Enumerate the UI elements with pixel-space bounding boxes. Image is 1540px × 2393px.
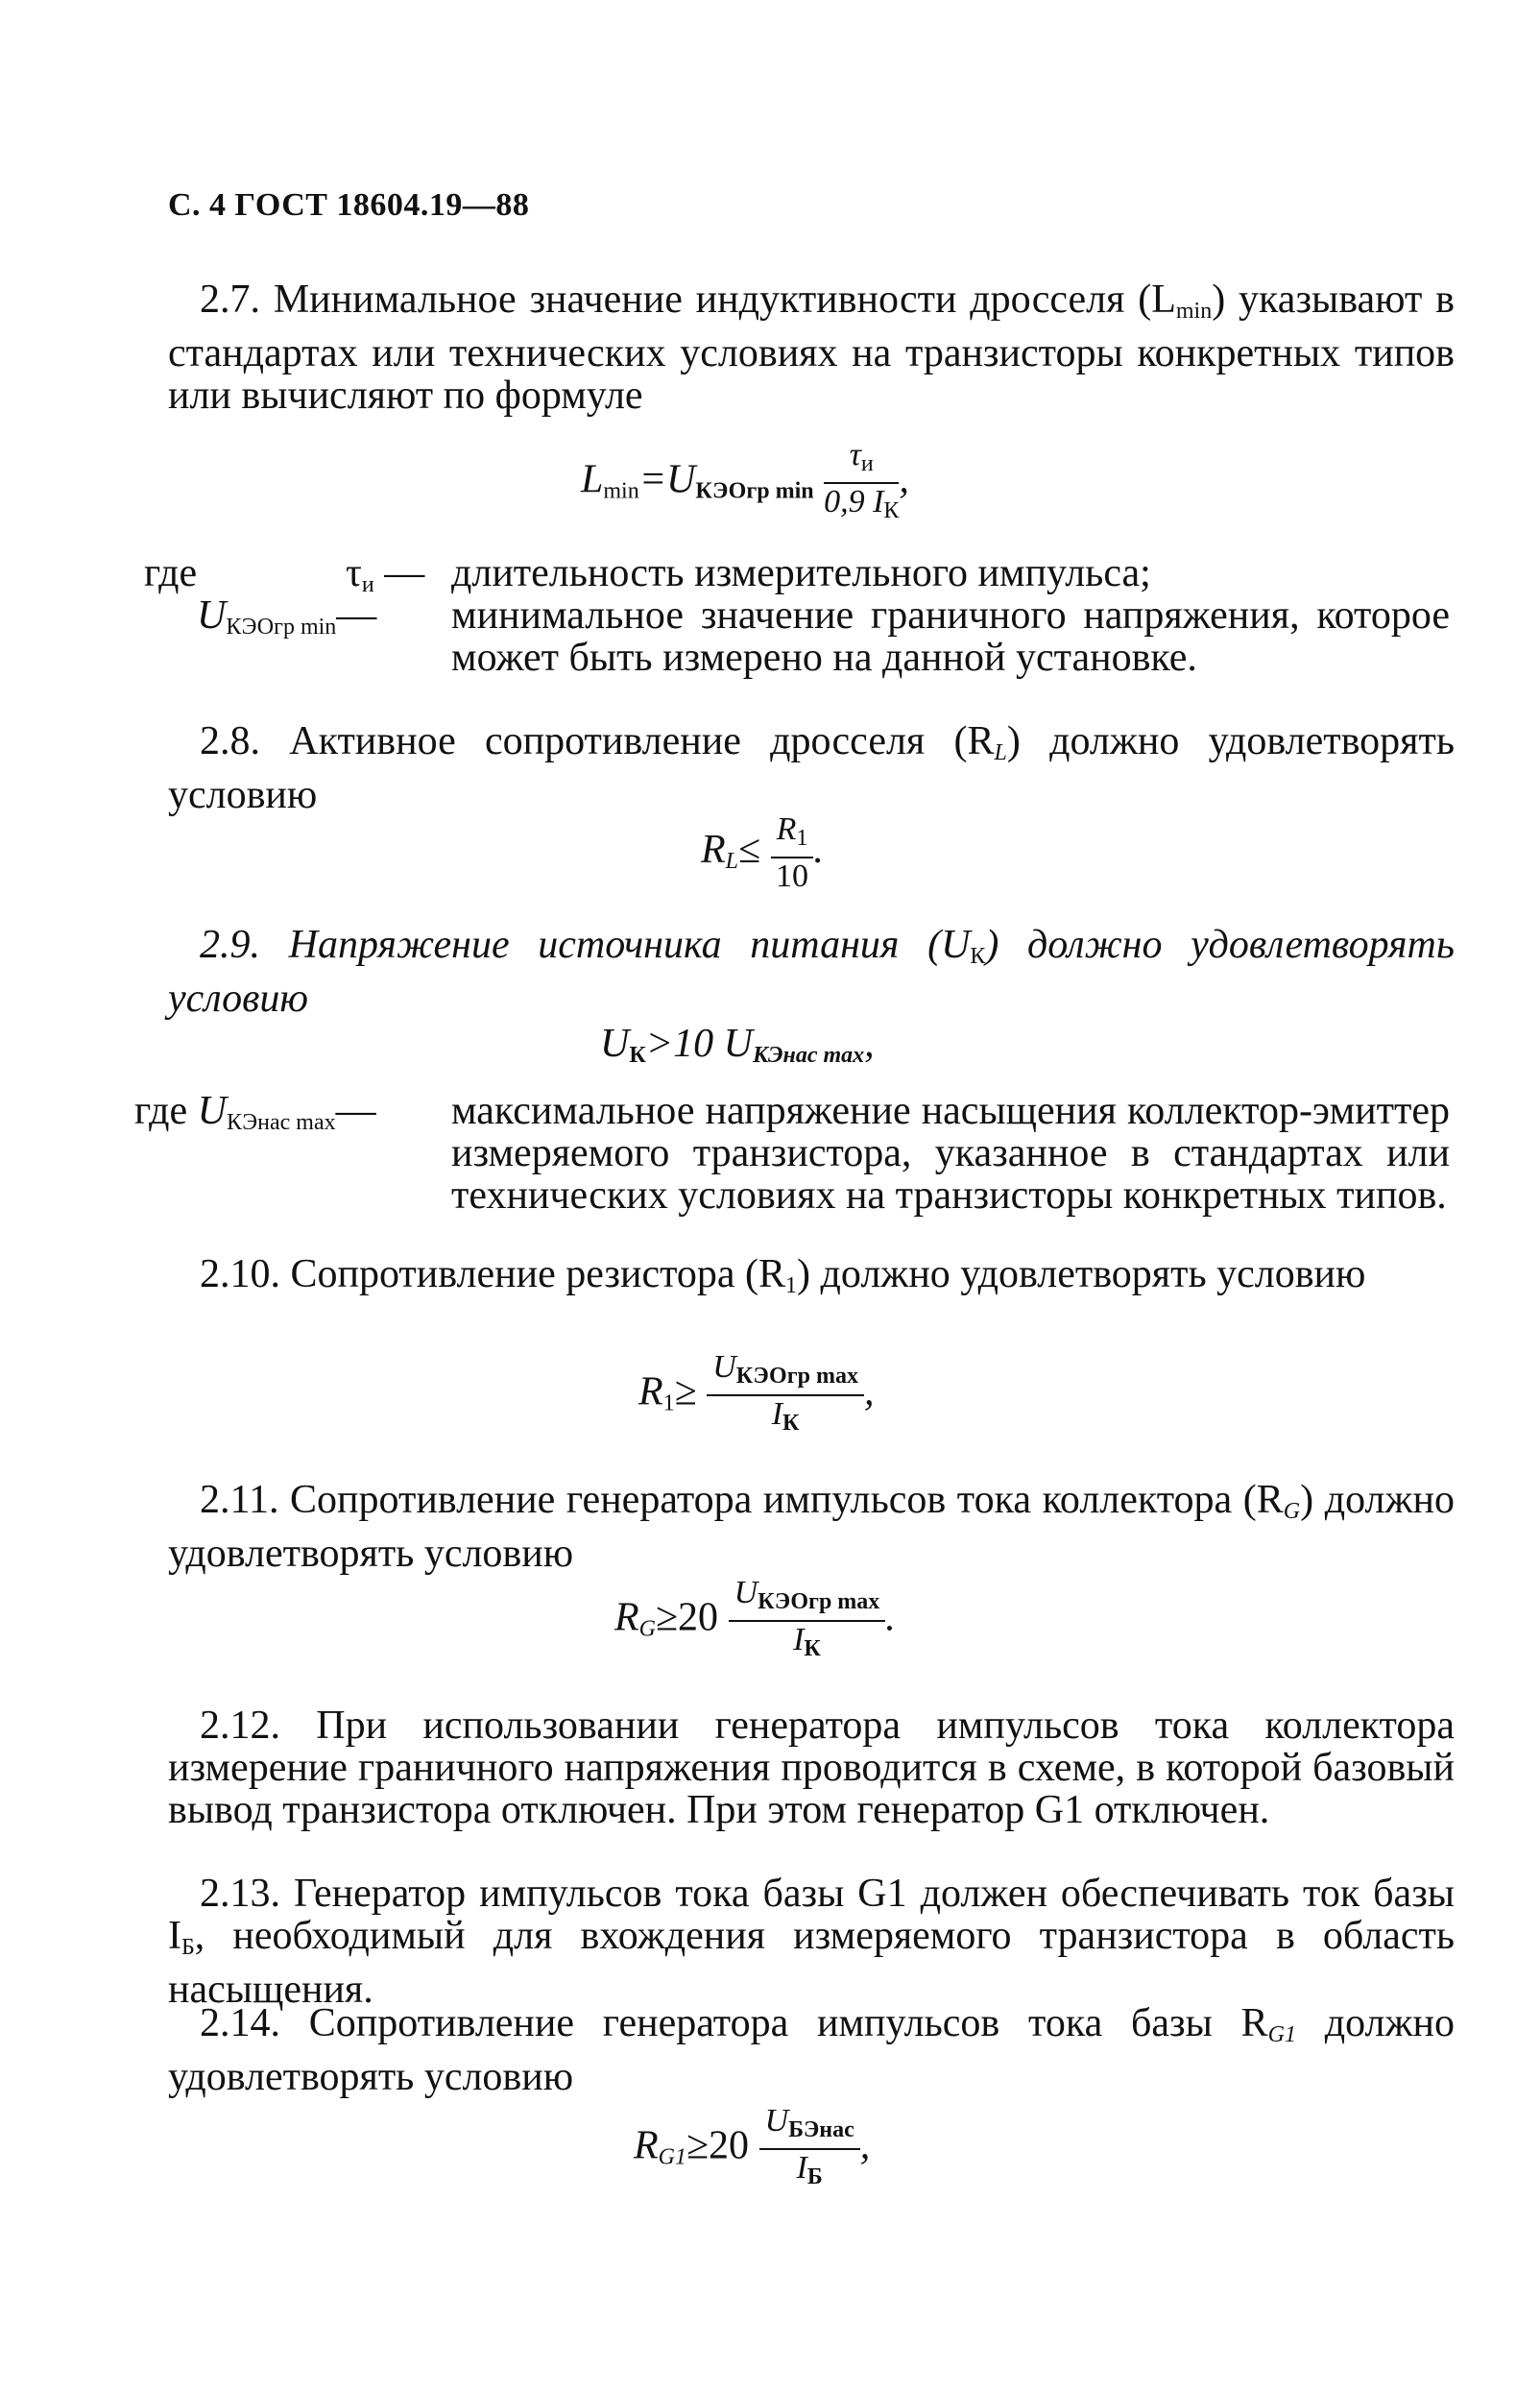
- where-label-2: где: [134, 1089, 188, 1133]
- r1-den-sub: К: [782, 1411, 800, 1436]
- formula-uk: [600, 1023, 875, 1076]
- p27-lead-sub: min: [1175, 299, 1213, 324]
- paragraph-2-8: [168, 720, 1455, 816]
- paragraph-2-13: [168, 1873, 1455, 2011]
- rl-op: ≤: [738, 828, 761, 873]
- ukenas-dash: —: [335, 1089, 376, 1133]
- p27-lead-end: ): [1212, 278, 1226, 322]
- p27-lead: 2.7. Минимальное значение индуктивности дросселя (L: [200, 278, 1176, 322]
- num-symbol: τ: [849, 437, 861, 472]
- tau-sym: τ: [346, 551, 362, 595]
- r1-num-sub: КЭОгр max: [735, 1364, 858, 1389]
- rl-num-sym: R: [776, 811, 797, 847]
- rl-den: 10: [775, 858, 808, 894]
- formula-l-min: [581, 437, 909, 529]
- r1-num-sym: U: [712, 1349, 736, 1385]
- rg-lhs: R: [614, 1595, 639, 1640]
- formula-rl: [701, 811, 824, 895]
- rg-num-sub: КЭОгр max: [758, 1589, 880, 1614]
- rg1-den-sub: Б: [806, 2164, 823, 2189]
- p211-text2: ) должно удовлетворять условию: [168, 1478, 1455, 1576]
- uk-op: >10 U: [645, 1022, 753, 1066]
- p213-text2: , необходимый для вхождения измеряемого транзистора в область насыщения.: [168, 1914, 1455, 2012]
- paragraph-2-12: [168, 1704, 1455, 1831]
- formula-u-sub: КЭОгр min: [695, 478, 814, 504]
- rg-op: ≥20: [656, 1595, 719, 1640]
- rg-tail: .: [885, 1595, 896, 1640]
- formula-eq: =U: [638, 457, 696, 502]
- fraction-denominator: [824, 484, 899, 529]
- rg-den: [729, 1622, 886, 1667]
- rl-num-sub: 1: [796, 826, 808, 851]
- r1-lhs: R: [638, 1369, 663, 1414]
- p210-text2: ) должно удовлетворять условию: [797, 1252, 1366, 1296]
- p214-sub: G1: [1267, 2022, 1296, 2047]
- tau-sub: и: [361, 572, 374, 597]
- paragraph-2-10: [168, 1253, 1455, 1307]
- u-dash: —: [336, 593, 377, 638]
- rg1-num: [759, 2103, 860, 2150]
- rg-num: [729, 1575, 886, 1622]
- paragraph-2-11: [168, 1479, 1455, 1575]
- den-sub: К: [883, 498, 900, 523]
- rg1-tail: ,: [859, 2123, 871, 2168]
- rl-num: [771, 811, 814, 858]
- rg-den-sym: I: [793, 1622, 805, 1657]
- p214-text2: должно удовлетворять условию: [168, 2001, 1455, 2099]
- p211-text: 2.11. Сопротивление генератора импульсов тока коллектора (R: [200, 1478, 1284, 1522]
- def-ukenas-symbol: [134, 1090, 376, 1144]
- ukenas-sym: U: [197, 1089, 227, 1133]
- r1-den-sym: I: [771, 1396, 783, 1432]
- tau-dash: —: [384, 551, 425, 595]
- formula-rg: [614, 1575, 896, 1667]
- formula-tail: ,: [899, 457, 909, 502]
- rg1-lhs: R: [634, 2123, 659, 2168]
- r1-num: [707, 1349, 864, 1396]
- p29-sub: К: [970, 944, 986, 969]
- r1-den: [707, 1396, 864, 1441]
- rl-lhs-sub: L: [725, 849, 739, 875]
- definitions-2-7: [0, 552, 1540, 725]
- rg-lhs-sub: G: [638, 1616, 656, 1642]
- rg-num-sym: U: [734, 1575, 758, 1610]
- r1-op: ≥: [674, 1369, 697, 1414]
- rl-lhs: R: [701, 828, 726, 873]
- p27-rest: указывают в стандартах или технических условиях на транзисторы конкретных типов или вычисляют по формуле: [168, 278, 1455, 418]
- paragraph-2-14: [168, 2002, 1455, 2098]
- u-sym: U: [197, 593, 227, 638]
- rg1-op: ≥20: [686, 2123, 750, 2168]
- rg1-fraction: [759, 2103, 860, 2195]
- p28-text2: ) должно удовлетворять условию: [168, 719, 1455, 817]
- ukenas-sub: КЭнас max: [227, 1110, 336, 1135]
- p29-text: 2.9. Напряжение источника питания (U: [200, 923, 971, 967]
- uk-rhs-sub: КЭнас max: [752, 1043, 865, 1068]
- paragraph-2-9: [168, 924, 1455, 1020]
- uk-lhs: U: [600, 1022, 630, 1066]
- p210-text: 2.10. Сопротивление резистора (R: [200, 1252, 786, 1296]
- rl-tail: .: [813, 828, 824, 873]
- rl-fraction: [771, 811, 814, 895]
- rg1-den-sym: I: [796, 2150, 807, 2186]
- formula-r1: [638, 1349, 874, 1441]
- uk-tail: ,: [864, 1022, 875, 1066]
- r1-lhs-sub: 1: [662, 1390, 675, 1416]
- rg1-num-sym: U: [764, 2103, 789, 2139]
- formula-lhs: L: [581, 457, 604, 502]
- num-sub: и: [860, 451, 874, 476]
- formula-fraction: [824, 437, 899, 529]
- p213-sub: Б: [181, 1935, 195, 1960]
- p29-text2: ) должно удовлетворять условию: [168, 923, 1455, 1021]
- p28-sub: L: [994, 740, 1007, 765]
- rg1-den: [759, 2150, 860, 2195]
- def-tau-text: длительность измерительного импульса;: [451, 551, 1151, 595]
- formula-lhs-sub: min: [603, 478, 639, 504]
- where-label: где: [144, 551, 198, 595]
- r1-tail: ,: [863, 1369, 875, 1414]
- p28-text: 2.8. Активное сопротивление дросселя (R: [200, 719, 995, 763]
- p211-sub: G: [1283, 1499, 1301, 1524]
- fraction-numerator: [824, 437, 899, 484]
- rg1-lhs-sub: G1: [658, 2144, 686, 2170]
- rg1-num-sub: БЭнас: [788, 2117, 854, 2142]
- def-u-text: минимальное значение граничного напряжения, которое может быть измерено на данной установке.: [451, 593, 1450, 680]
- rg-den-sub: К: [804, 1636, 821, 1661]
- rg-fraction: [729, 1575, 886, 1667]
- def-ukenas-text: максимальное напряжение насыщения коллектор-эмиттер измеряемого транзистора, указанное в стандартах или технических условиях на транзисторы конкретных типов.: [451, 1089, 1450, 1218]
- den-symbol: 0,9 I: [824, 484, 884, 520]
- formula-rg1: [634, 2103, 870, 2195]
- p212-text: 2.12. При использовании генератора импульсов тока коллектора измерение граничного напряжения проводится в схеме, в которой базовый вывод транзистора отключен. При этом генератор G1 отключен.: [168, 1704, 1455, 1832]
- paragraph-2-7: [168, 278, 1455, 417]
- def-u-symbol: [197, 594, 376, 648]
- p213-text: 2.13. Генератор импульсов тока базы G1 должен обеспечивать ток базы I: [168, 1872, 1455, 1958]
- p210-sub: 1: [785, 1273, 798, 1298]
- uk-lhs-sub: К: [629, 1043, 646, 1068]
- page-header: С. 4 ГОСТ 18604.19—88: [168, 187, 530, 223]
- u-sub: КЭОгр min: [226, 615, 337, 640]
- p214-text: 2.14. Сопротивление генератора импульсов тока базы R: [200, 2001, 1268, 2045]
- r1-fraction: [707, 1349, 864, 1441]
